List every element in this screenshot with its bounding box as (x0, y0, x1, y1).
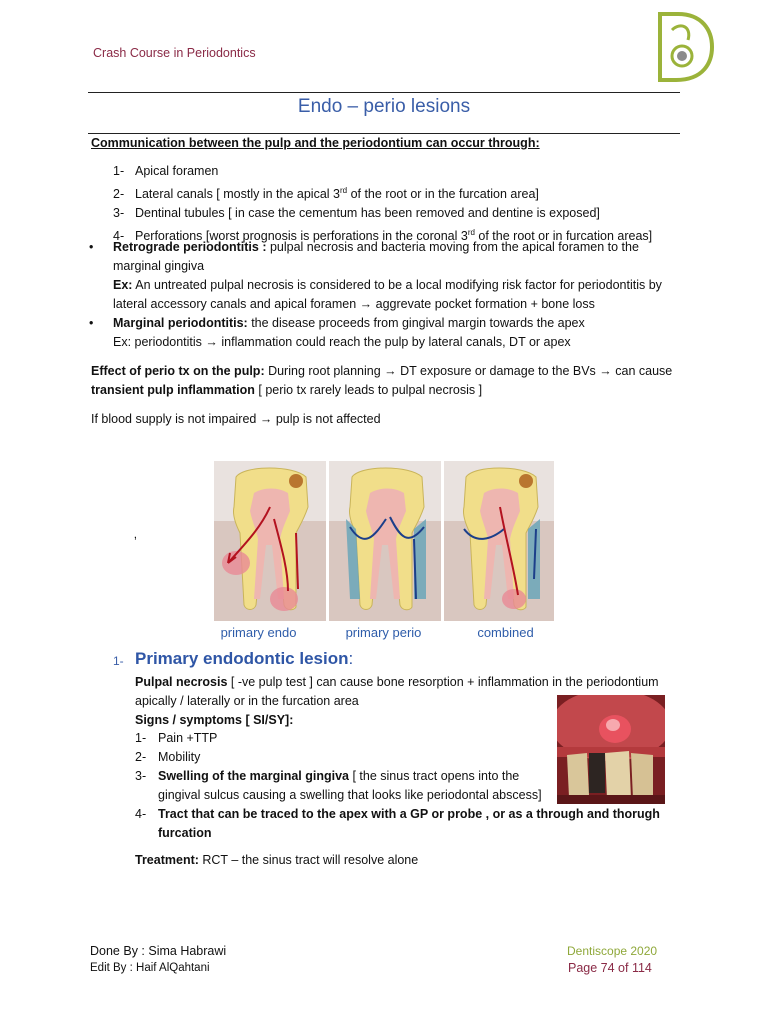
footer-done-by: Done By : Sima Habrawi (90, 944, 227, 958)
course-title: Crash Course in Periodontics (93, 46, 256, 60)
figure-caption: primary perio (345, 625, 422, 640)
blood-supply-note: If blood supply is not impaired → pulp is not affected (91, 412, 381, 426)
footer-edit-by: Edit By : Haif AlQahtani (90, 962, 210, 974)
panel-combined (444, 461, 554, 621)
page-title: Endo – perio lesions (297, 96, 471, 117)
title-top-rule (88, 92, 680, 93)
effect-paragraph: Effect of perio tx on the pulp: During root planning → DT exposure or damage to the BVs → can cause transient pulp inflammation [ perio tx rarely leads to pulpal necrosis ] (91, 364, 673, 397)
stray-mark: ‚ (134, 527, 137, 541)
retrograde-paragraph: Retrograde periodontitis : pulpal necrosis and bacteria moving from the apical foramen to the marginal gingiva Ex: An untreated pulpal necrosis is considered to be a local modifying risk factor for periodontitis by lateral accessory canals and apical foramen → aggrevate pocket formation + bone loss (113, 240, 662, 311)
panel-primary-endo (214, 461, 326, 621)
page-number: Page 74 of 114 (568, 961, 652, 975)
figure-caption: combined (477, 625, 534, 640)
routes-list (113, 162, 652, 246)
bullet-icon: • (89, 316, 94, 330)
section-heading: Primary endodontic lesion: (135, 649, 354, 668)
signs-heading: Signs / symptoms [ SI/SY]: (135, 713, 294, 727)
gingival-swelling-photo (557, 695, 665, 804)
footer-brand: Dentiscope 2020 (567, 944, 658, 958)
list-item: 4- Tract that can be traced to the apex with a GP or probe , or as a through and thorugh (135, 807, 660, 821)
list-item: 3- Dentinal tubules [ in case the cementum has been removed and dentine is exposed] (113, 206, 600, 221)
list-item: 4- Perforations [worst prognosis is perforations in the coronal 3rd of the root or in furcation areas] (113, 228, 653, 244)
list-item: 2- Mobility (135, 750, 201, 764)
bullet-icon: • (89, 240, 94, 254)
list-item: 3- Swelling of the marginal gingiva [ the sinus tract opens into the (135, 769, 520, 783)
list-item: 1- Apical foramen (113, 164, 219, 178)
treatment-line: Treatment: RCT – the sinus tract will resolve alone (135, 853, 419, 867)
list-item-continuation: furcation (158, 826, 212, 840)
list-item: 2- Lateral canals [ mostly in the apical 3rd of the root or in the furcation area] (113, 186, 539, 202)
marginal-paragraph: Marginal periodontitis: the disease proceeds from gingival margin towards the apex Ex: periodontitis → inflammation could reach the pulp by lateral canals, DT or apex (113, 316, 585, 349)
endo-perio-illustration (214, 459, 554, 645)
section1-intro: Pulpal necrosis [ -ve pulp test ] can cause bone resorption + inflammation in the periodontium apically / laterally or in the furcation area Signs / symptoms [ SI/SY]: (135, 673, 675, 730)
intro-heading: Communication between the pulp and the periodontium can occur through: (91, 136, 540, 150)
list-item-continuation: gingival sulcus causing a swelling that looks like periodontal abscess] (158, 788, 542, 802)
figure-caption: primary endo (220, 625, 297, 640)
list-item: 1- Pain +TTP (135, 731, 218, 745)
dentiscope-logo (652, 10, 716, 84)
section-number: 1- (113, 654, 124, 668)
panel-primary-perio (329, 461, 441, 621)
